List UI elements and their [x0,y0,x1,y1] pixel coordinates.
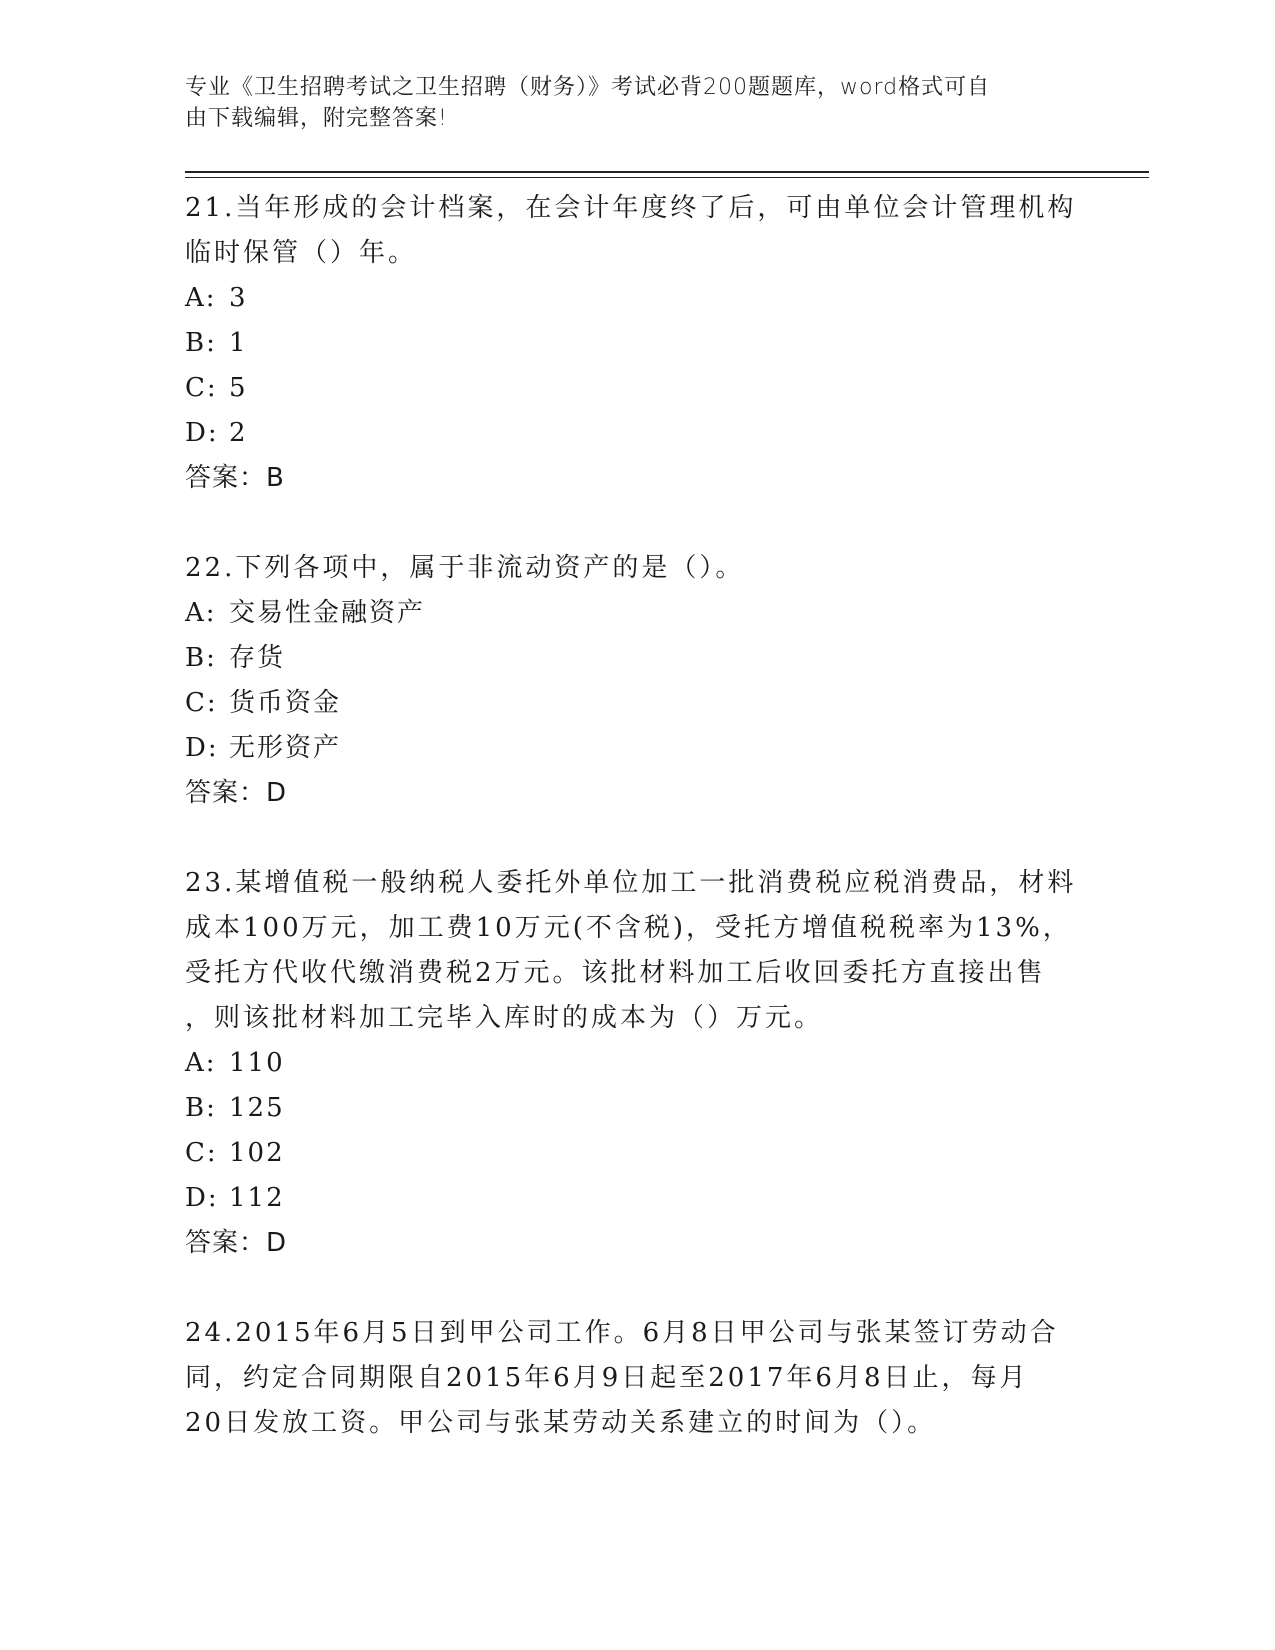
question-stem [185,546,1085,591]
header-line-2: 由下载编辑，附完整答案! [185,106,448,131]
option-text: 无形资产 [229,733,342,763]
option-key: B: [185,1093,217,1123]
option-text: 3 [229,283,248,313]
option-text: 5 [229,373,248,403]
document-header [185,72,1065,134]
question-24 [185,1311,1085,1446]
question-22 [185,546,1085,816]
question-23 [185,861,1085,1266]
header-rule-thin [185,177,1149,178]
option-text: 1 [229,328,248,358]
option-key: C: [185,1138,218,1168]
option-key: B: [185,328,217,358]
option-a [185,276,1085,321]
header-line-1: 专业《卫生招聘考试之卫生招聘（财务）》考试必背200题题库，word格式可自 [185,75,991,100]
option-key: C: [185,688,218,718]
question-stem [185,186,1085,276]
header-rule-thick [185,171,1149,173]
option-text: 交易性金融资产 [229,598,426,628]
option-c [185,1131,1085,1176]
option-key: A: [185,283,217,313]
stem-line: 24.2015年6月5日到甲公司工作。6月8日甲公司与张某签订劳动合 [185,1318,1059,1348]
option-b [185,1086,1085,1131]
option-key: A: [185,1048,217,1078]
stem-line: 临时保管（）年。 [185,238,418,268]
option-b [185,636,1085,681]
option-key: D: [185,1183,219,1213]
question-21 [185,186,1085,501]
stem-line: ，则该批材料加工完毕入库时的成本为（）万元。 [185,1003,824,1033]
stem-line: 受托方代收代缴消费税2万元。该批材料加工后收回委托方直接出售 [185,958,1046,988]
answer-line: 答案：D [185,778,288,808]
option-b [185,321,1085,366]
stem-line: 同，约定合同期限自2015年6月9日起至2017年6月8日止，每月 [185,1363,1029,1393]
answer-line: 答案：B [185,463,285,493]
option-d [185,1176,1085,1221]
option-text: 112 [229,1183,285,1213]
option-key: C: [185,373,218,403]
option-key: D: [185,418,219,448]
stem-line: 20日发放工资。甲公司与张某劳动关系建立的时间为（）。 [185,1408,937,1438]
option-key: D: [185,733,219,763]
stem-line: 23.某增值税一般纳税人委托外单位加工一批消费税应税消费品，材料 [185,868,1077,898]
answer-line: 答案：D [185,1228,288,1258]
option-key: A: [185,598,217,628]
stem-line: 成本100万元，加工费10万元(不含税)，受托方增值税税率为13%， [185,913,1072,943]
question-stem [185,861,1085,1041]
option-key: B: [185,643,217,673]
stem-line: 22.下列各项中，属于非流动资产的是（）。 [185,553,745,583]
question-stem [185,1311,1085,1446]
option-text: 货币资金 [229,688,342,718]
option-text: 102 [229,1138,285,1168]
option-a [185,591,1085,636]
option-d [185,411,1085,456]
option-text: 存货 [229,643,286,673]
option-c [185,681,1085,726]
option-text: 2 [229,418,248,448]
option-a [185,1041,1085,1086]
option-d [185,726,1085,771]
stem-line: 21.当年形成的会计档案，在会计年度终了后，可由单位会计管理机构 [185,193,1077,223]
question-list [185,186,1085,1491]
option-text: 125 [229,1093,285,1123]
option-c [185,366,1085,411]
option-text: 110 [229,1048,285,1078]
